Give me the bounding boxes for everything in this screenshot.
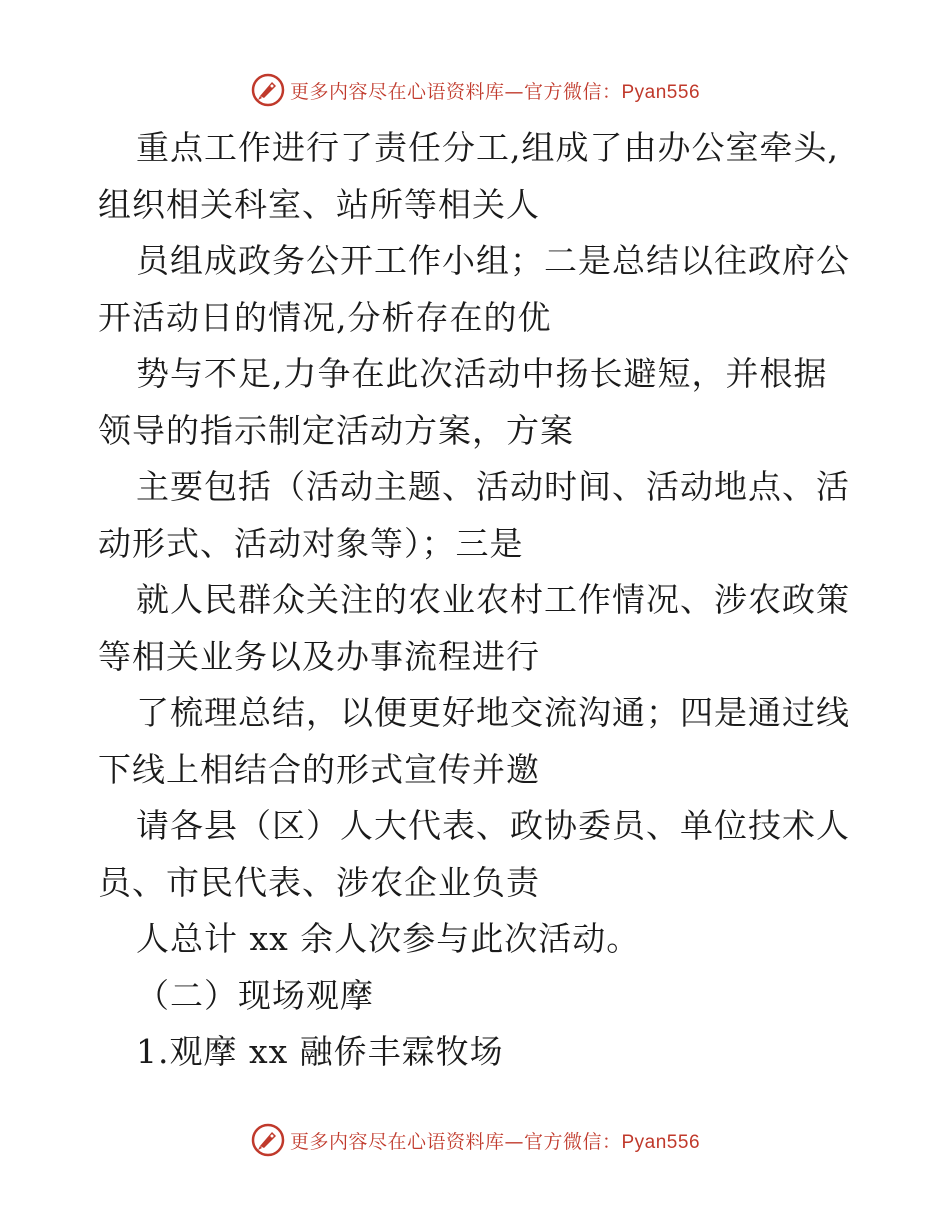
body-line: 主要包括（活动主题、活动时间、活动地点、活 xyxy=(136,467,850,506)
document-body xyxy=(98,120,858,1081)
body-line: 了梳理总结，以便更好地交流沟通；四是通过线 xyxy=(136,693,850,732)
body-line: 人总计 xx 余人次参与此次活动。 xyxy=(136,919,641,958)
body-line: 就人民群众关注的农业农村工作情况、涉农政策 xyxy=(136,580,850,619)
body-line: 重点工作进行了责任分工,组成了由办公室牵头, xyxy=(136,128,839,167)
footer-watermark-banner xyxy=(0,1120,950,1160)
banner-wechat-id: Pyan556 xyxy=(621,81,701,103)
body-line: 领导的指示制定活动方案，方案 xyxy=(98,410,574,450)
body-line: 员组成政务公开工作小组；二是总结以往政府公 xyxy=(136,241,850,280)
header-watermark-banner xyxy=(0,70,950,110)
body-line: 请各县（区）人大代表、政协委员、单位技术人 xyxy=(136,806,850,845)
body-line: 下线上相结合的形式宣传并邀 xyxy=(98,749,540,789)
banner-wechat-id: Pyan556 xyxy=(621,1131,701,1153)
section-heading: （二）现场观摩 xyxy=(136,975,374,1015)
body-line: 动形式、活动对象等）；三是 xyxy=(98,523,524,563)
body-line: 开活动日的情况,分析存在的优 xyxy=(98,297,552,337)
subsection-heading: 1.观摩 xx 融侨丰霖牧场 xyxy=(136,1032,504,1071)
banner-dash: — xyxy=(504,80,524,103)
banner-wechat-label: 官方微信： xyxy=(523,1130,622,1153)
body-line: 员、市民代表、涉农企业负责 xyxy=(98,862,540,902)
body-line: 组织相关科室、站所等相关人 xyxy=(98,184,540,224)
banner-text xyxy=(290,77,700,104)
banner-wechat-label: 官方微信： xyxy=(523,80,622,103)
fountain-pen-logo-icon xyxy=(250,72,286,108)
banner-text xyxy=(290,1127,700,1154)
body-line: 势与不足,力争在此次活动中扬长避短，并根据 xyxy=(136,354,828,393)
fountain-pen-logo-icon xyxy=(250,1122,286,1158)
body-line: 等相关业务以及办事流程进行 xyxy=(98,636,540,676)
banner-main-text: 更多内容尽在心语资料库 xyxy=(289,1130,505,1153)
banner-dash: — xyxy=(504,1130,524,1153)
banner-main-text: 更多内容尽在心语资料库 xyxy=(289,80,505,103)
